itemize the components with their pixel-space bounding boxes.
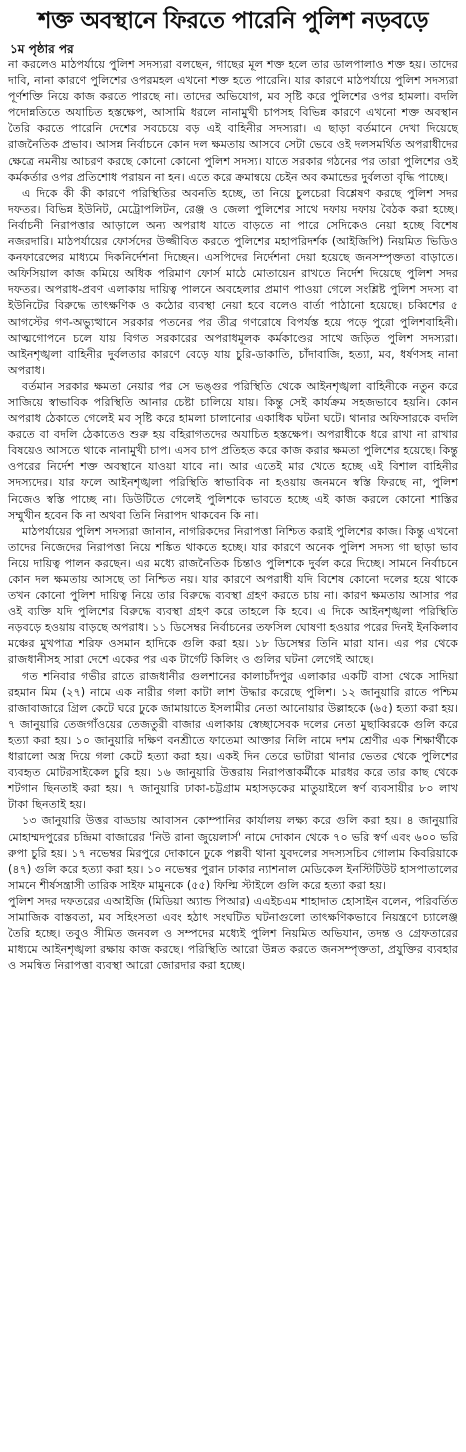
article-body xyxy=(8,57,458,974)
article-paragraph: মাঠপর্যায়ের পুলিশ সদস্যরা জানান, নাগরিকদের নিরাপত্তা নিশ্চিত করাই পুলিশের কাজ। কিন্তু এখনো তাদের নিজেদের নিরাপত্তা নিয়ে শঙ্কিত থাকতে হচ্ছে। যার কারণে অনেক পুলিশ সদস্য গা ছাড়া ভাব নিয়ে দায়িত্ব পালন করছেন। এর মধ্যে রাজনৈতিক চিন্তাও পুলিশকে দুর্বল করে দিচ্ছে। সামনে নির্বাচনে কোন দল ক্ষমতায় আসছে তা নিশ্চিত নয়। যার কারণে অপরাধী যদি বিশেষ কোনো দলের হয়ে থাকে তখন কোনো পুলিশ দায়িত্ব নিয়ে তার বিরুদ্ধে ব্যবস্থা গ্রহণ করতে চায় না। কারণ ক্ষমতায় আসার পর ওই ব্যক্তি যদি পুলিশের বিরুদ্ধে ব্যবস্থা গ্রহণ করে তাহলে কি হবে। এ দিকে আইনশৃঙ্খলা পরিস্থিতি নড়বড়ে হওয়ায় বাড়ছে অপরাধ। ১১ ডিসেম্বর নির্বাচনের তফসিল ঘোষণা হওয়ার পরের দিনই ইনকিলাব মঞ্চের মুখপাত্র শরিফ ওসমান হাদিকে গুলি করা হয়। ১৮ ডিসেম্বর তিনি মারা যান। এর পর থেকে রাজধানীসহ সারা দেশে একের পর এক টার্গেট কিলিং ও গুলির ঘটনা লেগেই আছে। xyxy=(8,524,458,667)
article-paragraph: এ দিকে কী কী কারণে পরিস্থিতির অবনতি হচ্ছে, তা নিয়ে চুলচেরা বিশ্লেষণ করছে পুলিশ সদর দফতর। বিভিন্ন ইউনিট, মেট্রোপলিটন, রেঞ্জ ও জেলা পুলিশের সাথে দফায় দফায় বৈঠক করা হচ্ছে। নির্বাচনী নিরাপত্তার আড়ালে অন্য অপরাধ যাতে বাড়তে না পারে সেদিকেও নেয়া হচ্ছে বিশেষ নজরদারি। মাঠপর্যায়ের ফোর্সদের উজ্জীবিত করতে পুলিশের মহাপরিদর্শক (আইজিপি) নিয়মিত ভিডিও কনফারেন্সের মাধ্যমে দিকনির্দেশনা দিচ্ছেন। এসপিদের নির্দেশনা দেয়া হয়েছে জনসম্পৃক্ততা বাড়াতে। অফিসিয়াল কাজ কমিয়ে অধিক পরিমাণ ফোর্স মাঠে মোতায়েন রাখতে নির্দেশ দিয়েছে পুলিশ সদর দফতর। অপরাধ-প্রবণ এলাকায় দায়িত্ব পালনে অবহেলার প্রমাণ পাওয়া গেলে সংশ্লিষ্ট পুলিশ সদস্য বা ইউনিটের বিরুদ্ধে তাৎক্ষণিক ও কঠোর ব্যবস্থা নেয়া হবে বলেও বার্তা পাঠানো হয়েছে। চব্বিশের ৫ আগস্টের গণ-অভ্যুত্থানে সরকার পতনের পর তীব্র গণরোষে বিপর্যস্ত হয়ে পড়ে পুরো পুলিশবাহিনী। আত্মগোপনে চলে যায় বিগত সরকারের অপরাধমূলক কর্মকাণ্ডের সাথে জড়িত পুলিশ সদস্যরা। আইনশৃঙ্খলা বাহিনীর দুর্বলতার কারণে বেড়ে যায় চুরি-ডাকাতি, চাঁদাবাজি, হত্যা, মব, ধর্ষণসহ নানা অপরাধ। xyxy=(8,186,458,377)
article-paragraph: গত শনিবার গভীর রাতে রাজধানীর গুলশানের কালাচাঁদপুর এলাকার একটি বাসা থেকে সাদিয়া রহমান মিম (২৭) নামে এক নারীর গলা কাটা লাশ উদ্ধার করেছে পুলিশ। ১২ জানুয়ারি রাতে পশ্চিম রাজাবাজারে গ্রিল কেটে ঘরে ঢুকে জামায়াতে ইসলামীর নেতা আনোয়ার উল্লাহকে (৬৫) হত্যা করা হয়। ৭ জানুয়ারি তেজগাঁওয়ের তেজতুরী বাজার এলাকায় স্বেচ্ছাসেবক দলের নেতা মুছাব্বিরকে গুলি করে হত্যা করা হয়। ১০ জানুয়ারি দক্ষিণ বনশ্রীতে ফাতেমা আক্তার নিলি নামে দশম শ্রেণীর এক শিক্ষার্থীকে ধারালো অস্ত্র দিয়ে গলা কেটে হত্যা করা হয়। একই দিন তেরে ভাটারা থানার ভেতর থেকে পুলিশের ব্যবহৃত মোটরসাইকেল চুরি হয়। ১৬ জানুয়ারি উত্তরায় নিরাপত্তাকর্মীকে মারধর করে তার কাছ থেকে শটগান ছিনতাই করা হয়। ৭ জানুয়ারি ঢাকা-চট্টগ্রাম মহাসড়কের মাতুয়াইলে স্বর্ণ ব্যবসায়ীর ৮০ লাখ টাকা ছিনতাই হয়। xyxy=(8,669,458,812)
article-headline: শক্ত অবস্থানে ফিরতে পারেনি পুলিশ নড়বড়ে xyxy=(37,8,429,34)
article-paragraph: না করলেও মাঠপর্যায়ে পুলিশ সদস্যরা বলছেন, গাছের মূল শক্ত হলে তার ডালপালাও শক্ত হয়। তাদের দাবি, নানা কারণে পুলিশের ওপরমহল এখনো শক্ত হতে পারেনি। যার কারণে মাঠপর্যায়ে পুলিশ সদস্যরা পূর্ণশক্তি নিয়ে কাজ করতে পারছে না। তাদের অভিযোগ, মব সৃষ্টি করে পুলিশের ওপর হামলা। বদলি পদোন্নতিতে অযাচিত হস্তক্ষেপ, আসামি ধরলে নানামুখী চাপসহ বিভিন্ন কারণে এখনো শক্ত অবস্থান তৈরি করতে পারেনি দেশের সবচেয়ে বড় এই বাহিনীর সদস্যরা। এ ছাড়া বর্তমানে দেখা দিয়েছে রাজনৈতিক প্রভাব। আসন্ন নির্বাচনে কোন দল ক্ষমতায় আসবে সেটা ভেবে ওই দলসমর্থিত অপরাধীদের ক্ষেত্রে নমনীয় আচরণ করছে কোনো কোনো পুলিশ সদস্য। যাতে সরকার গঠনের পর তারা পুলিশের ওই কর্মকর্তার ওপর প্রতিশোধ পরায়ন না হন। এতে করে ক্রমান্বয়ে চেইন অব কমান্ডের দুর্বলতা বৃদ্ধি পাচ্ছে। xyxy=(8,58,458,184)
article-paragraph: ১৩ জানুয়ারি উত্তর বাড্ডায় আবাসন কোম্পানির কার্যালয় লক্ষ্য করে গুলি করা হয়। ৪ জানুয়ারি মোহাম্মদপুরের চন্দ্রিমা বাজারের 'নিউ রানা জুয়েলার্স' নামে দোকান থেকে ৭০ ভরি স্বর্ণ এবং ৬০০ ভরি রুপা চুরি হয়। ১৭ নভেম্বর মিরপুরে দোকানে ঢুকে পল্লবী থানা যুবদলের সদস্যসচিব গোলাম কিবরিয়াকে (৪৭) গুলি করে হত্যা করা হয়। ১০ নভেম্বর পুরান ঢাকার ন্যাশনাল মেডিকেল ইনস্টিটিউট হাসপাতালের সামনে শীর্ষসন্ত্রাসী তারিক সাইফ মামুনকে (৫৫) ফিল্মি স্টাইলে গুলি করে হত্যা করা হয়। xyxy=(8,814,458,892)
article-paragraph: পুলিশ সদর দফতরের এআইজি (মিডিয়া অ্যান্ড পিআর) এএইচএম শাহাদাত হোসাইন বলেন, পরিবর্তিত সামাজিক বাস্তবতা, মব সহিংসতা এবং হঠাৎ সংঘটিত ঘটনাগুলো তাৎক্ষণিকভাবে নিয়ন্ত্রণে চ্যালেঞ্জ তৈরি হচ্ছে। তবুও সীমিত জনবল ও সম্পদের মধ্যেই পুলিশ নিয়মিত অভিযান, তদন্ত ও গ্রেফতারের মাধ্যমে আইনশৃঙ্খলা রক্ষায় কাজ করছে। পরিস্থিতি আরো উন্নত করতে জনসম্পৃক্ততা, প্রযুক্তির ব্যবহার ও সমন্বিত নিরাপত্তা ব্যবস্থা আরো জোরদার করা হচ্ছে। xyxy=(8,894,458,973)
continued-from-label: ১ম পৃষ্ঠার পর xyxy=(10,42,74,56)
article-paragraph: বর্তমান সরকার ক্ষমতা নেয়ার পর সে ভঙ্গুর পরিস্থিতি থেকে আইনশৃঙ্খলা বাহিনীকে নতুন করে সাজিয়ে স্বাভাবিক পরিস্থিতি আনার চেষ্টা চালিয়ে যায়। কিন্তু সেই কার্যক্রম সহজভাবে হয়নি। কোন অপরাধ ঠেকাতে গেলেই মব সৃষ্টি করে হামলা চালানোর একাধিক ঘটনা ঘটে। থানার অফিসারকে বদলি করতে বা বদলি ঠেকাতেও শুরু হয় বহিরাগতদের অযাচিত হস্তক্ষেপ। অপরাধীকে ধরে রাখা না রাখার বিষয়েও আসতে থাকে নানামুখী চাপ। এসব চাপ প্রতিহত করে কাজ করার ক্ষমতা পুলিশের হয়েছে। কিন্তু ওপরের নির্দেশ শক্ত অবস্থানে যাওয়া যাবে না। আর এতেই মার খেতে হচ্ছে এই বিশাল বাহিনীর সদস্যদের। যার ফলে আইনশৃঙ্খলা পরিস্থিতি স্বাভাবিক না হওয়ায় জনমনে স্বস্তি ফিরছে না, পুলিশ নিজেও স্বস্তি পাচ্ছে না। ডিউটিতে গেলেই পুলিশকে ভাবতে হচ্ছে এই কাজ করলে কোনো শাস্তির সম্মুখীন হবেন কি না অথবা তিনি নিরাপদ থাকবেন কি না। xyxy=(8,379,458,522)
